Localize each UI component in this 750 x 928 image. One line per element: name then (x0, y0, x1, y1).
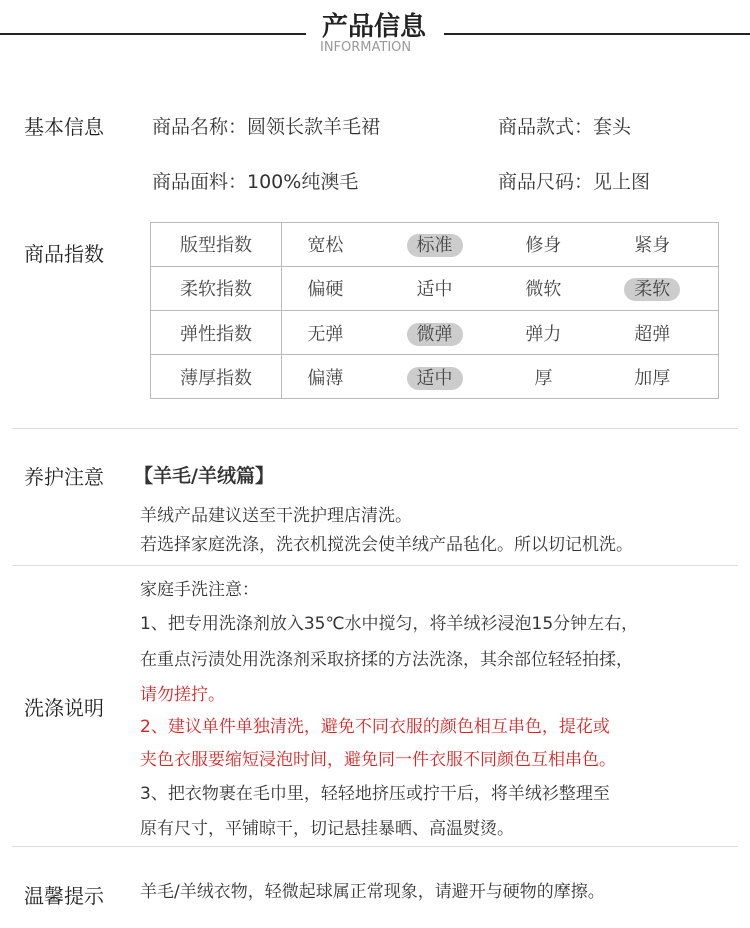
index-option: 偏薄 (282, 355, 369, 398)
care-label: 养护注意 (24, 465, 104, 489)
wash-line: 2、建议单件单独清洗，避免不同衣服的颜色相互串色，提花或 (140, 717, 610, 737)
wash-head: 家庭手洗注意： (140, 580, 259, 600)
index-option: 适中 (369, 266, 501, 310)
index-option: 加厚 (586, 355, 718, 398)
page-subtitle: INFORMATION (320, 40, 412, 55)
wash-line: 请勿搓拧。 (140, 685, 225, 705)
index-name: 弹性指数 (151, 310, 282, 354)
index-table (151, 223, 718, 398)
wash-line: 原有尺寸，平铺晾干，切记悬挂暴晒、高温熨烫。 (140, 819, 514, 839)
index-row (151, 355, 718, 398)
index-name: 柔软指数 (151, 266, 282, 310)
index-option: 无弹 (282, 310, 369, 354)
index-option: 宽松 (307, 235, 344, 257)
title-line-left (0, 33, 306, 35)
wash-line: 夹色衣服要缩短浸泡时间，避免同一件衣服不同颜色互相串色。 (140, 750, 616, 770)
index-option: 柔软 (586, 266, 718, 310)
page-title: 产品信息 (322, 12, 427, 42)
index-option: 适中 (369, 355, 501, 398)
wash-line: 3、把衣物裹在毛巾里，轻轻地挤压或拧干后，将羊绒衫整理至 (140, 784, 610, 804)
divider (12, 846, 738, 847)
index-option: 偏硬 (282, 266, 369, 310)
index-name: 薄厚指数 (151, 355, 282, 398)
index-row (151, 266, 718, 310)
index-row (151, 223, 718, 266)
name-text: 商品名称：圆领长款羊毛裙 (152, 116, 381, 138)
divider (12, 428, 738, 429)
index-option: 微软 (500, 266, 586, 310)
care-head: 【羊毛/羊绒篇】 (134, 465, 274, 487)
fabric-text: 商品面料：100%纯澳毛 (152, 171, 359, 193)
style-text: 商品款式：套头 (498, 116, 632, 138)
care-line: 若选择家庭洗涤，洗衣机搅洗会使羊绒产品毡化。所以切记机洗。 (140, 535, 633, 555)
divider (12, 565, 738, 566)
wash-label: 洗涤说明 (24, 696, 104, 720)
basic-label: 基本信息 (24, 115, 104, 139)
wash-line: 1、把专用洗涤剂放入35℃水中搅匀，将羊绒衫浸泡15分钟左右， (140, 614, 639, 634)
title-line-right (444, 33, 750, 35)
index-option: 标准 (369, 223, 501, 266)
index-option: 弹力 (500, 310, 586, 354)
tip-text: 羊毛/羊绒衣物，轻微起球属正常现象，请避开与硬物的摩擦。 (140, 882, 605, 902)
index-name: 版型指数 (151, 223, 282, 266)
care-line: 羊绒产品建议送至干洗护理店清洗。 (140, 506, 412, 526)
index-option: 超弹 (586, 310, 718, 354)
size-text: 商品尺码：见上图 (498, 171, 651, 193)
index-option: 厚 (500, 355, 586, 398)
index-option: 紧身 (634, 235, 671, 257)
index-option: 微弹 (369, 310, 501, 354)
wash-line: 在重点污渍处用洗涤剂采取挤揉的方法洗涤，其余部位轻轻拍揉， (140, 650, 633, 670)
index-row (151, 310, 718, 354)
index-option: 修身 (525, 235, 562, 257)
index-label: 商品指数 (24, 242, 104, 266)
tip-label: 温馨提示 (24, 884, 104, 908)
